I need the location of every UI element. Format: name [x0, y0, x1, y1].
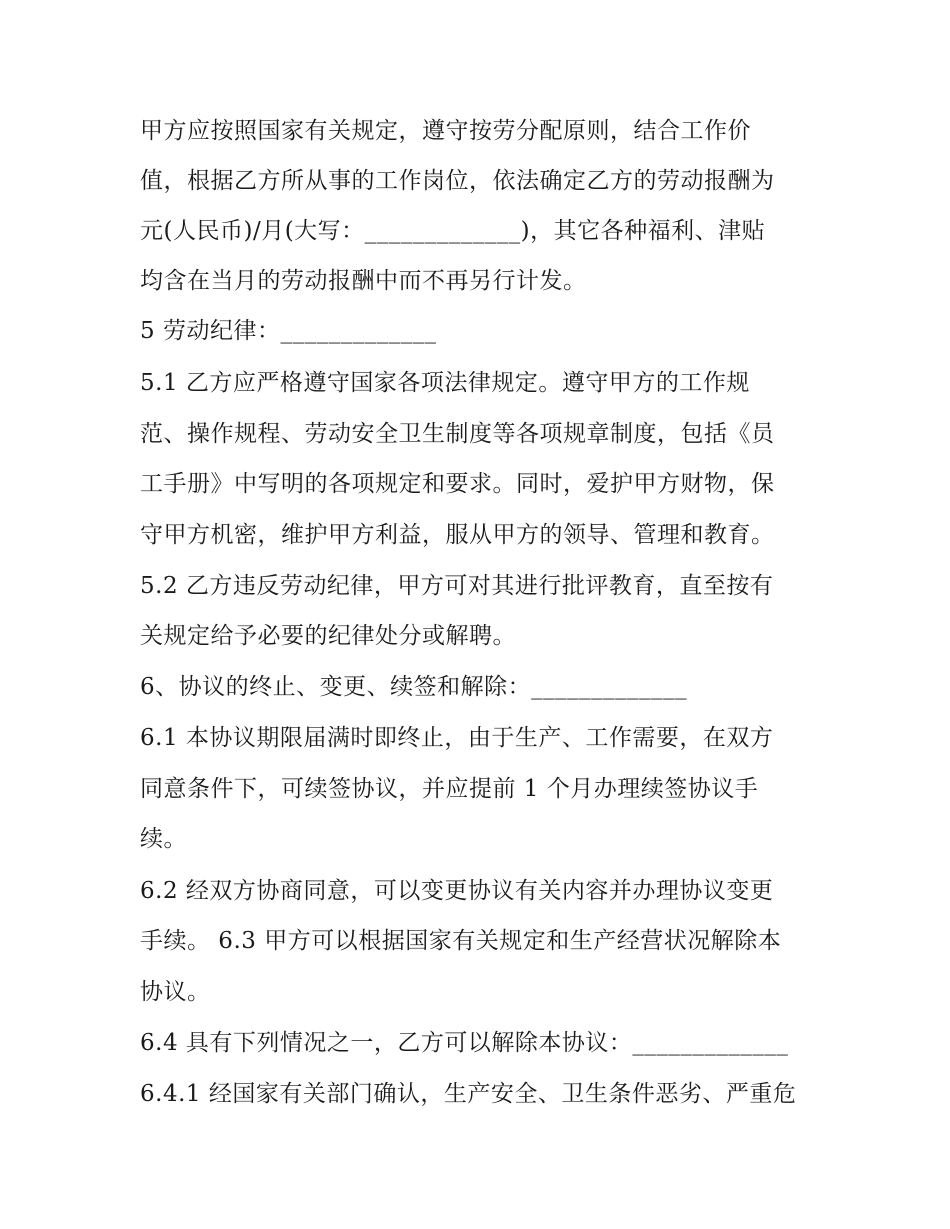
text-line: 均含在当月的劳动报酬中而不再另行计发。 [140, 268, 587, 294]
text-line: 6.1 本协议期限届满时即终止，由于生产、工作需要，在双方 [140, 725, 774, 751]
text-line: 手续。 6.3 甲方可以根据国家有关规定和生产经营状况解除本 [140, 928, 782, 954]
text-line: 5.1 乙方应严格遵守国家各项法律规定。遵守甲方的工作规 [140, 370, 750, 396]
text-line: 6.4 具有下列情况之一，乙方可以解除本协议：_____________ [140, 1030, 789, 1056]
text-line: 守甲方机密，维护甲方利益，服从甲方的领导、管理和教育。 [140, 522, 775, 548]
text-line: 6.2 经双方协商同意，可以变更协议有关内容并办理协议变更 [140, 878, 774, 904]
text-line: 元(人民币)/月(大写：_____________)，其它各种福利、津贴 [140, 218, 766, 244]
text-line: 续。 [140, 826, 187, 852]
section-heading: 5 劳动纪律：_____________ [140, 318, 437, 344]
text-line: 同意条件下，可续签协议，并应提前 1 个月办理续签协议手 [140, 776, 759, 802]
text-line: 6.4.1 经国家有关部门确认，生产安全、卫生条件恶劣、严重危 [140, 1081, 797, 1107]
section-heading: 6、协议的终止、变更、续签和解除：_____________ [140, 674, 688, 700]
text-line: 协议。 [140, 979, 211, 1005]
text-line: 值，根据乙方所从事的工作岗位，依法确定乙方的劳动报酬为 [140, 168, 775, 194]
text-line: 5.2 乙方违反劳动纪律，甲方可对其进行批评教育，直至按有 [140, 573, 774, 599]
text-line: 甲方应按照国家有关规定，遵守按劳分配原则，结合工作价 [140, 118, 751, 144]
text-line: 关规定给予必要的纪律处分或解聘。 [140, 623, 516, 649]
text-line: 范、操作规程、劳动安全卫生制度等各项规章制度，包括《员 [140, 421, 775, 447]
text-line: 工手册》中写明的各项规定和要求。同时，爱护甲方财物，保 [140, 471, 775, 497]
